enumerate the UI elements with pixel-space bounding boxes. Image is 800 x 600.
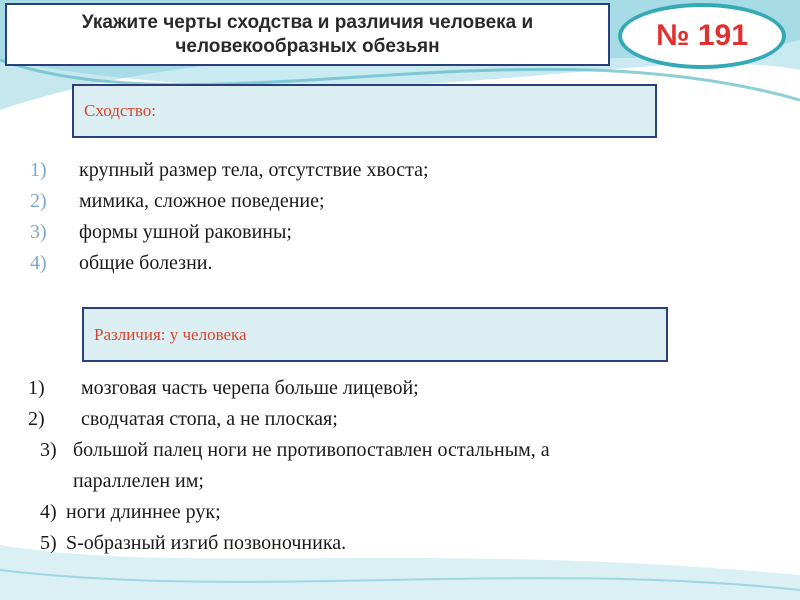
differences-heading: Различия: у человека — [94, 324, 247, 344]
slide-title-line-1: Укажите черты сходства и различия человека и — [81, 11, 534, 33]
list-item-text: формы ушной раковины; — [79, 221, 292, 243]
similarity-heading: Сходство: — [84, 101, 156, 120]
list-item-text: крупный размер тела, отсутствие хвоста; — [79, 159, 429, 181]
task-number-badge: № 191 — [618, 3, 786, 69]
list-item-text: сводчатая стопа, а не плоская; — [81, 408, 338, 430]
list-item — [28, 528, 768, 559]
list-item-number: 1) — [30, 159, 47, 181]
list-item-continuation — [28, 466, 768, 497]
similarity-heading-box — [72, 84, 657, 138]
slide-title — [5, 3, 610, 66]
list-item-text: ноги длиннее рук; — [66, 501, 221, 523]
list-item-number: 4) — [30, 252, 47, 274]
list-item-text: параллелен им; — [73, 470, 204, 492]
list-item — [28, 373, 768, 404]
list-item-text: общие болезни. — [79, 252, 213, 274]
list-item-number: 4) — [40, 501, 57, 523]
list-item-text: мозговая часть черепа больше лицевой; — [81, 377, 419, 399]
list-item-number: 3) — [30, 221, 47, 243]
list-item-text: мимика, сложное поведение; — [79, 190, 325, 212]
differences-list — [28, 373, 768, 559]
list-item — [28, 497, 768, 528]
list-item — [28, 404, 768, 435]
list-item-number: 1) — [28, 377, 45, 399]
list-item-number: 5) — [40, 532, 57, 554]
list-item-text: S-образный изгиб позвоночника. — [66, 532, 347, 554]
differences-heading-box — [82, 307, 668, 362]
list-item-number: 2) — [30, 190, 47, 212]
list-item-number: 3) — [40, 439, 57, 461]
slide-title-line-2: человекообразных обезьян — [175, 35, 440, 57]
list-item — [28, 435, 768, 466]
list-item-number: 2) — [28, 408, 45, 430]
list-item-text: большой палец ноги не противопоставлен остальным, а — [73, 439, 550, 461]
